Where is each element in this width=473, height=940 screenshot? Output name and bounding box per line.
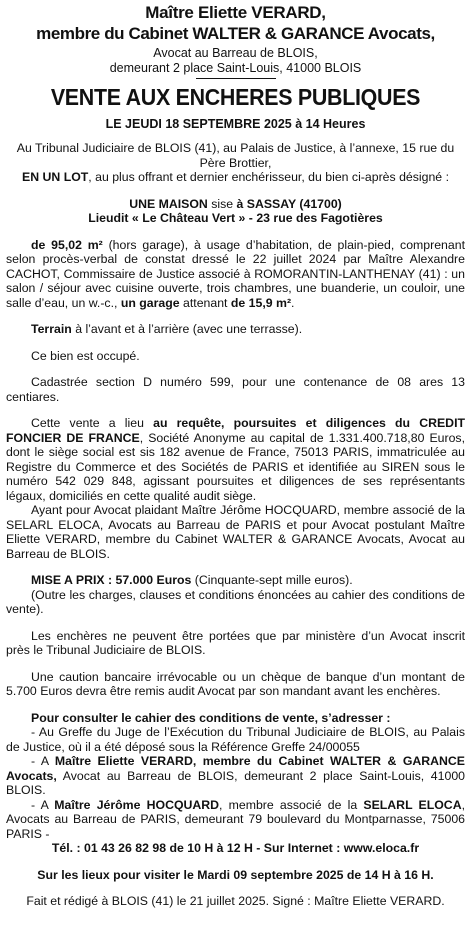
lot-statement: EN UN LOT, au plus offrant et dernier enchérisseur, du bien ci-après désigné :: [22, 170, 449, 184]
law-firm: membre du Cabinet WALTER & GARANCE Avocats,: [36, 24, 435, 43]
lawyer-address: demeurant 2 place Saint-Louis, 41000 BLOIS: [109, 61, 362, 75]
terrain-info: Terrain à l’avant et à l’arrière (avec une terrasse).: [31, 322, 303, 336]
divider: [196, 78, 276, 79]
occupancy-status: Ce bien est occupé.: [31, 348, 140, 363]
bidding-rules: Les enchères ne peuvent être portées que par ministère d’un Avocat inscrit près le Tribunal Judiciaire de BLOIS.: [6, 628, 465, 657]
requester-info: Cette vente a lieu au requête, poursuites et diligences du CREDIT FONCIER DE FRANCE, Société Anonyme au capital de 1.331.400.718,80 Euros, dont le siège social est sis 182 avenue de France, 75013 PARIS, immatriculée au Registre du Commerce et des Sociétés de PARIS et identifiée au SIREN sous le numéro 542 029 848, agissant poursuites et diligences de ses représentants légaux, domiciliés en cette qualité audit siège.: [6, 416, 465, 503]
property-title: UNE MAISON sise à SASSAY (41700): [129, 196, 342, 211]
sale-date: LE JEUDI 18 SEPTEMBRE 2025 à 14 Heures: [105, 117, 366, 131]
sale-conditions: (Outre les charges, clauses et conditions énoncées au cahier des conditions de vente).: [6, 587, 465, 616]
visit-info: Sur les lieux pour visiter le Mardi 09 septembre 2025 de 14 H à 16 H.: [37, 867, 434, 882]
caution-info: Une caution bancaire irrévocable ou un chèque de banque d’un montant de 5.700 Euros devra être remis audit Avocat par son mandant avant les enchères.: [6, 669, 465, 698]
starting-price: MISE A PRIX : 57.000 Euros (Cinquante-sept mille euros).: [31, 573, 353, 587]
property-location: Lieudit « Le Château Vert » - 23 rue des Fagotières: [88, 211, 383, 225]
lawyers-info: Ayant pour Avocat plaidant Maître Jérôme HOCQUARD, membre associé de la SELARL ELOCA, Avocats au Barreau de PARIS et pour Avocat postulant Maître Eliette VERARD, membre du Cabinet WALTER & GARANCE Avocats, Avocat au Barreau de BLOIS.: [6, 503, 465, 561]
lawyer-name: Maître Eliette VERARD,: [145, 3, 326, 22]
consult-hocquard: - A Maître Jérôme HOCQUARD, membre associé de la SELARL ELOCA, Avocats au Barreau de PARIS, demeurant 79 boulevard du Montparnasse, 75006 PARIS -: [6, 797, 465, 841]
lot-bold: EN UN LOT: [22, 170, 89, 184]
cadastre-info: Cadastrée section D numéro 599, pour une contenance de 08 ares 13 centiares.: [6, 375, 465, 404]
sale-venue: Au Tribunal Judiciaire de BLOIS (41), au Palais de Justice, à l’annexe, 15 rue du Père Brottier,: [16, 141, 455, 170]
property-description: de 95,02 m² (hors garage), à usage d’habitation, de plain-pied, comprenant selon procès-verbal de constat dressé le 22 juillet 2024 par Maître Alexandre CACHOT, Commissaire de Justice associé à ROMORANTIN-LANTHENAY (41) : un salon / séjour avec cuisine ouverte, trois chambres, une buanderie, un couloir, une salle d’eau, un w.-c., un garage attenant de 15,9 m².: [6, 237, 465, 310]
bar-membership: Avocat au Barreau de BLOIS,: [153, 46, 318, 60]
notice-title: VENTE AUX ENCHERES PUBLIQUES: [50, 84, 421, 110]
contact-phone-website: Tél. : 01 43 26 82 98 de 10 H à 12 H - Sur Internet : www.eloca.fr: [51, 841, 420, 855]
consult-greffe: - Au Greffe du Juge de l’Exécution du Tribunal Judiciaire de BLOIS, au Palais de Justice, où il a été déposé sous la Référence Greffe 24/00055: [6, 725, 465, 754]
consult-heading: Pour consulter le cahier des conditions de vente, s’adresser :: [31, 710, 391, 725]
consult-verard: - A Maître Eliette VERARD, membre du Cabinet WALTER & GARANCE Avocats, Avocat au Barreau de BLOIS, demeurant 2 place Saint-Louis, 41000 BLOIS.: [6, 754, 465, 797]
signature: Fait et rédigé à BLOIS (41) le 21 juillet 2025. Signé : Maître Eliette VERARD.: [26, 894, 445, 908]
